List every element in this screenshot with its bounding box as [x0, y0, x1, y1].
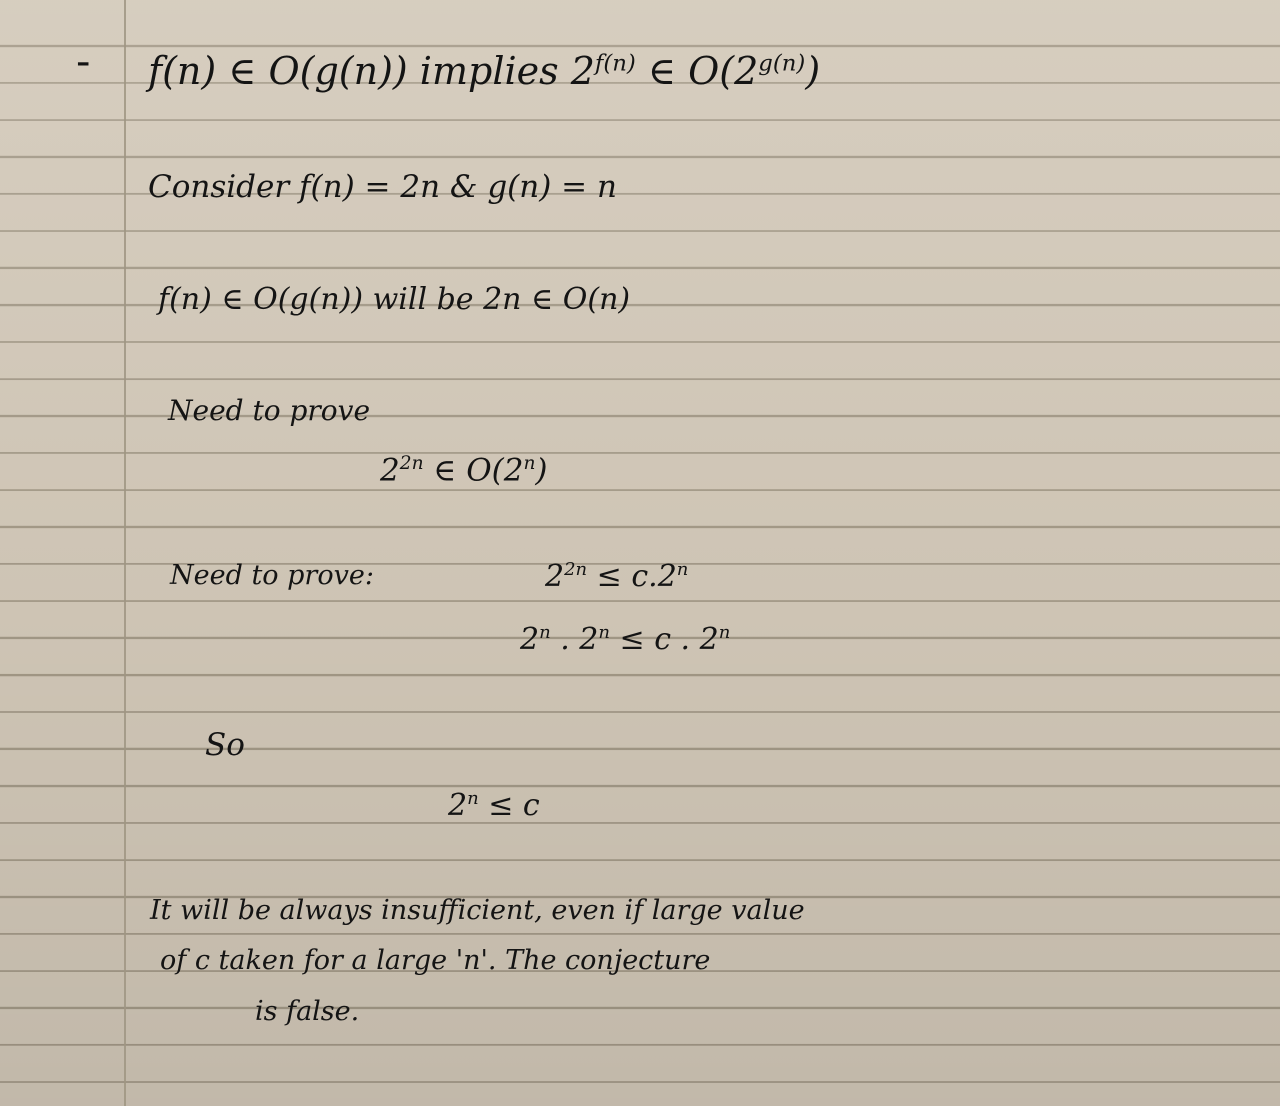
consider-line: Consider f(n) = 2n & g(n) = n: [148, 169, 617, 205]
result-base: 2: [448, 788, 468, 823]
title-exponent-g: g(n): [758, 50, 806, 77]
ineq2-c: ≤ c . 2: [609, 622, 719, 657]
result-rest: ≤ c: [478, 788, 540, 823]
ineq1-mid: ≤ c.2: [587, 559, 677, 594]
title-mid: ∈ O(2: [635, 49, 759, 93]
ineq2-exp-a: n: [539, 622, 551, 643]
ineq2-exp-c: n: [718, 622, 731, 643]
inequality-1: [545, 561, 688, 592]
claim-base: 2: [380, 452, 400, 489]
claim-expression: [380, 452, 548, 489]
result-exponent: n: [467, 788, 479, 809]
need-to-prove-label: Need to prove:: [170, 560, 374, 591]
claim-exponent-2: n: [523, 453, 536, 474]
ineq2-b: . 2: [550, 622, 599, 657]
result-inequality: [448, 790, 540, 821]
claim-end: ): [535, 452, 548, 489]
so-label: So: [205, 727, 245, 763]
claim-exponent: 2n: [399, 453, 424, 474]
title-text: f(n) ∈ O(g(n)) implies 2: [148, 49, 595, 93]
title-exponent-f: f(n): [594, 50, 636, 77]
margin-line: [124, 0, 126, 1106]
ineq1-base: 2: [545, 559, 565, 594]
title-end: ): [805, 49, 821, 93]
will-be-line: f(n) ∈ O(g(n)) will be 2n ∈ O(n): [158, 282, 631, 317]
ineq1-exponent-2: n: [676, 559, 689, 580]
claim-mid: ∈ O(2: [423, 452, 524, 489]
item-dash-mark: -: [76, 39, 91, 85]
conclusion-line-2: of c taken for a large 'n'. The conjecture: [160, 945, 711, 976]
statement-title: [148, 49, 821, 93]
need-to-prove-heading: Need to prove: [168, 394, 371, 427]
ineq2-a: 2: [520, 622, 540, 657]
ineq1-exponent: 2n: [564, 559, 588, 580]
conclusion-line-3: is false.: [255, 996, 360, 1027]
conclusion-line-1: It will be always insufficient, even if large value: [150, 895, 805, 926]
ineq2-exp-b: n: [598, 622, 610, 643]
inequality-2: [520, 624, 730, 655]
